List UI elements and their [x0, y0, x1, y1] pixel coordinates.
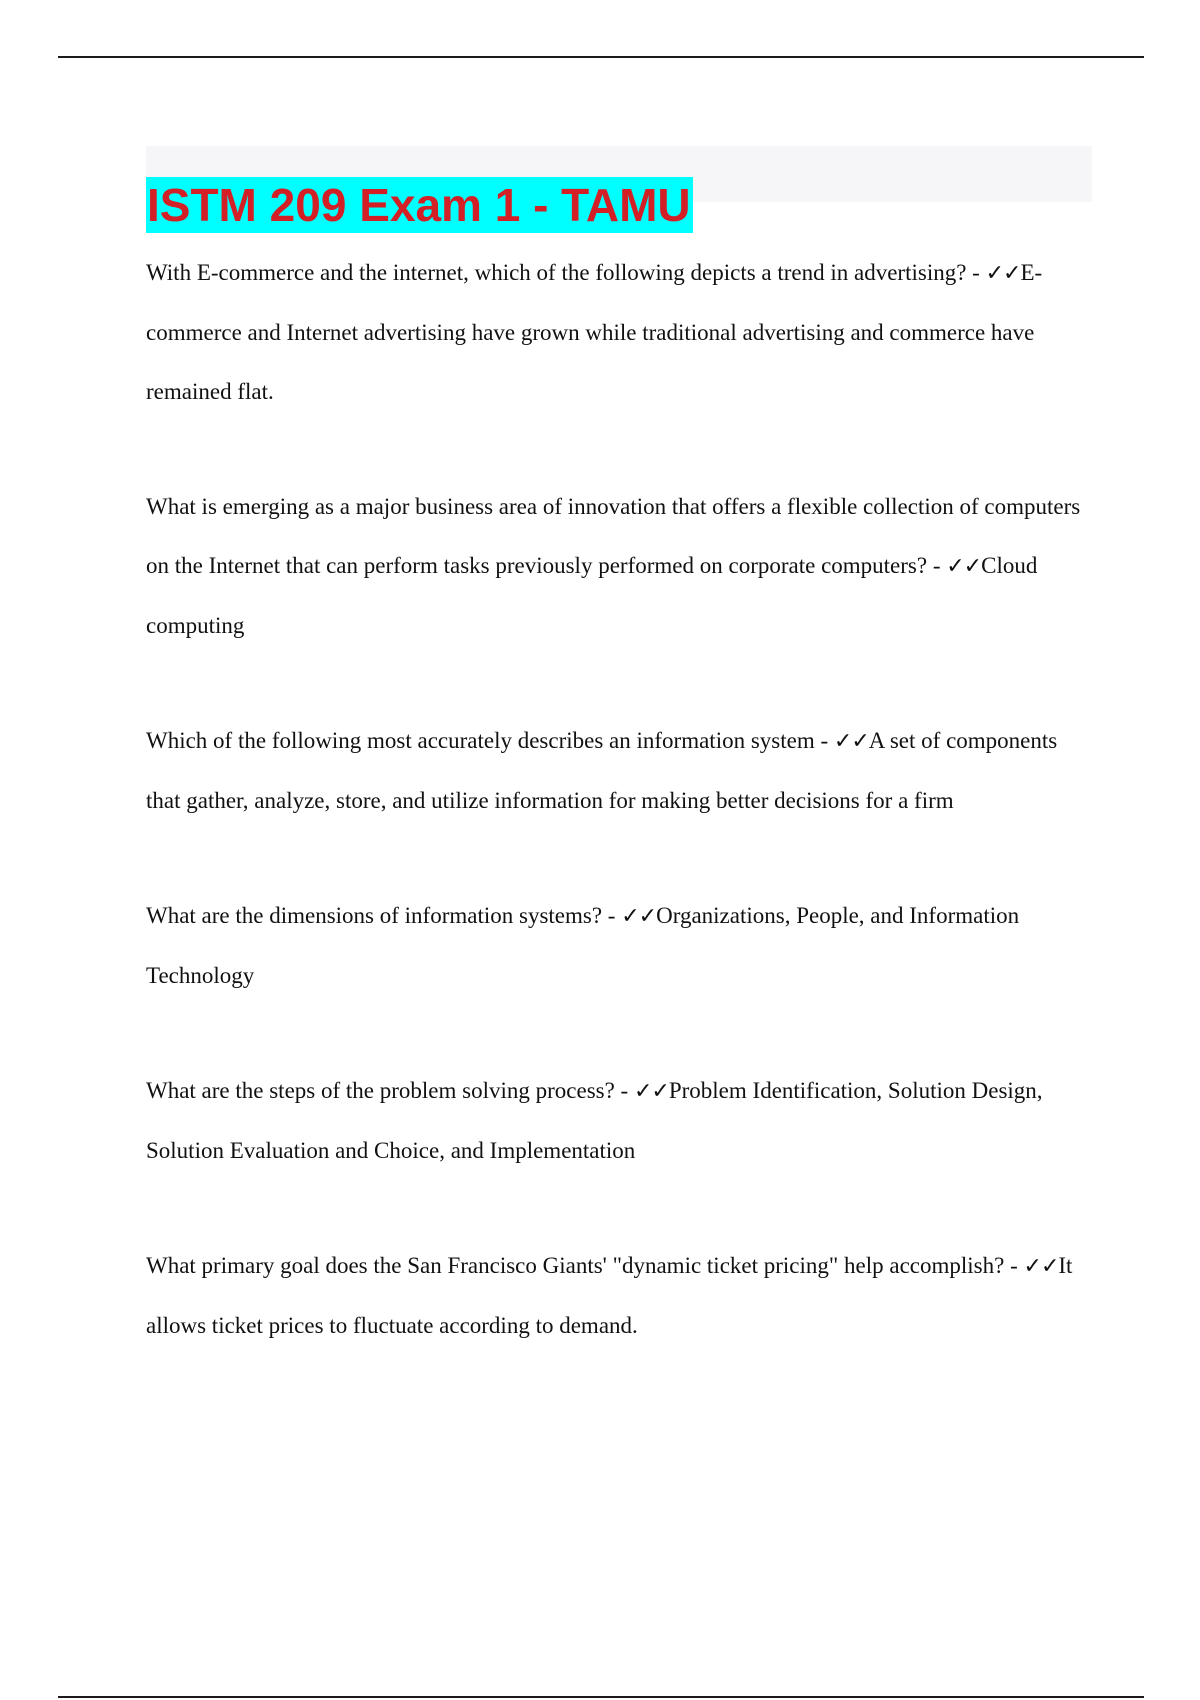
document-title: ISTM 209 Exam 1 - TAMU	[147, 178, 691, 231]
question-3: Which of the following most accurately describes an information system -	[146, 728, 829, 753]
bottom-rule	[58, 1696, 1144, 1698]
check-icon: ✓✓	[621, 904, 657, 929]
qa-item-6	[146, 1236, 1096, 1355]
answer-4: Organizations, People, and Information Technology	[146, 903, 1020, 988]
qa-item-1	[146, 243, 1096, 421]
answer-1: E-commerce and Internet advertising have grown while traditional advertising and commerce have remained flat.	[146, 260, 1043, 404]
qa-item-5	[146, 1061, 1096, 1180]
title-band	[146, 146, 1092, 231]
qa-item-2	[146, 477, 1096, 655]
answer-2: Cloud computing	[146, 553, 1038, 638]
question-6: What primary goal does the San Francisco Giants' "dynamic ticket pricing" help accomplish? -	[146, 1253, 1018, 1278]
question-2: What is emerging as a major business area of innovation that offers a flexible collection of computers on the Internet that can perform tasks previously performed on corporate computers? -	[146, 494, 1081, 578]
answer-3: A set of components that gather, analyze, store, and utilize information for making better decisions for a firm	[146, 728, 1058, 813]
check-icon: ✓✓	[1023, 1254, 1059, 1279]
check-icon: ✓✓	[633, 1079, 669, 1104]
question-5: What are the steps of the problem solving process? -	[146, 1078, 629, 1103]
question-1: With E-commerce and the internet, which of the following depicts a trend in advertising? -	[146, 260, 980, 285]
check-icon: ✓✓	[985, 261, 1021, 286]
qa-item-3	[146, 711, 1096, 830]
qa-item-4	[146, 886, 1096, 1005]
answer-5: Problem Identification, Solution Design, Solution Evaluation and Choice, and Implementation	[146, 1078, 1043, 1163]
check-icon: ✓✓	[833, 729, 869, 754]
check-icon: ✓✓	[946, 554, 982, 579]
top-rule	[58, 56, 1144, 58]
question-4: What are the dimensions of information systems? -	[146, 903, 616, 928]
qa-list	[146, 243, 1096, 1355]
answer-6: It allows ticket prices to fluctuate according to demand.	[146, 1253, 1073, 1338]
